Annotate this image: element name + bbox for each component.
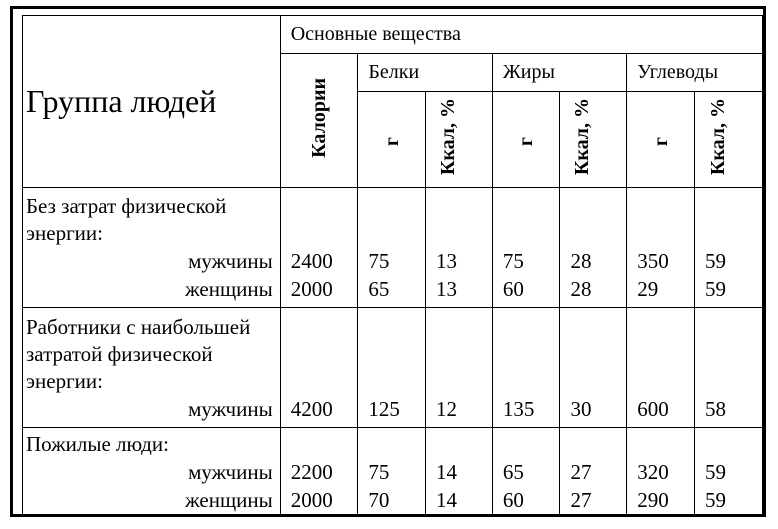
row-label: женщины [185, 277, 273, 301]
proteins-kcal-cell: 14 14 [426, 428, 493, 517]
row-label: мужчины [188, 249, 273, 273]
fats-kcal-cell: 27 27 [560, 428, 627, 517]
carbs-header: Углеводы [627, 54, 763, 92]
fats-kcal-cell: 28 28 [560, 188, 627, 308]
fats-header: Жиры [492, 54, 626, 92]
proteins-g-cell: 75 65 [358, 188, 426, 308]
table-row [23, 188, 763, 308]
main-substances-header: Основные вещества [280, 16, 762, 54]
group-header: Группа людей [23, 16, 281, 188]
proteins-unit-g: г [358, 92, 426, 188]
row-label: женщины [185, 488, 273, 512]
section-cell [23, 428, 281, 517]
row-label: мужчины [188, 397, 273, 421]
carbs-g-cell: 320 290 [627, 428, 695, 517]
proteins-unit-kcal: Ккал, % [426, 92, 493, 188]
section-title: Пожилые люди: [26, 432, 169, 456]
table-frame [10, 6, 766, 517]
section-title: Работники с наибольшей затратой физической энергии: [26, 315, 251, 393]
carbs-kcal-cell: 59 59 [695, 188, 763, 308]
fats-unit-g: г [492, 92, 560, 188]
section-cell [23, 308, 281, 428]
fats-unit-kcal: Ккал, % [560, 92, 627, 188]
proteins-g-cell: 125 [358, 308, 426, 428]
calories-cell: 2200 2000 [280, 428, 358, 517]
section-cell [23, 188, 281, 308]
proteins-header: Белки [358, 54, 492, 92]
carbs-kcal-cell: 59 59 [695, 428, 763, 517]
calories-cell: 2400 2000 [280, 188, 358, 308]
table-row [23, 308, 763, 428]
carbs-g-cell: 600 [627, 308, 695, 428]
table-row [23, 428, 763, 517]
carbs-kcal-cell: 58 [695, 308, 763, 428]
fats-kcal-cell: 30 [560, 308, 627, 428]
carbs-unit-kcal: Ккал, % [695, 92, 763, 188]
nutrition-table [22, 15, 763, 517]
fats-g-cell: 65 60 [492, 428, 560, 517]
proteins-kcal-cell: 12 [426, 308, 493, 428]
calories-header: Калории [280, 54, 358, 188]
carbs-unit-g: г [627, 92, 695, 188]
row-label: мужчины [188, 460, 273, 484]
section-title: Без затрат физической энергии: [26, 194, 227, 245]
fats-g-cell: 75 60 [492, 188, 560, 308]
proteins-g-cell: 75 70 [358, 428, 426, 517]
fats-g-cell: 135 [492, 308, 560, 428]
calories-cell: 4200 [280, 308, 358, 428]
carbs-g-cell: 350 29 [627, 188, 695, 308]
proteins-kcal-cell: 13 13 [426, 188, 493, 308]
